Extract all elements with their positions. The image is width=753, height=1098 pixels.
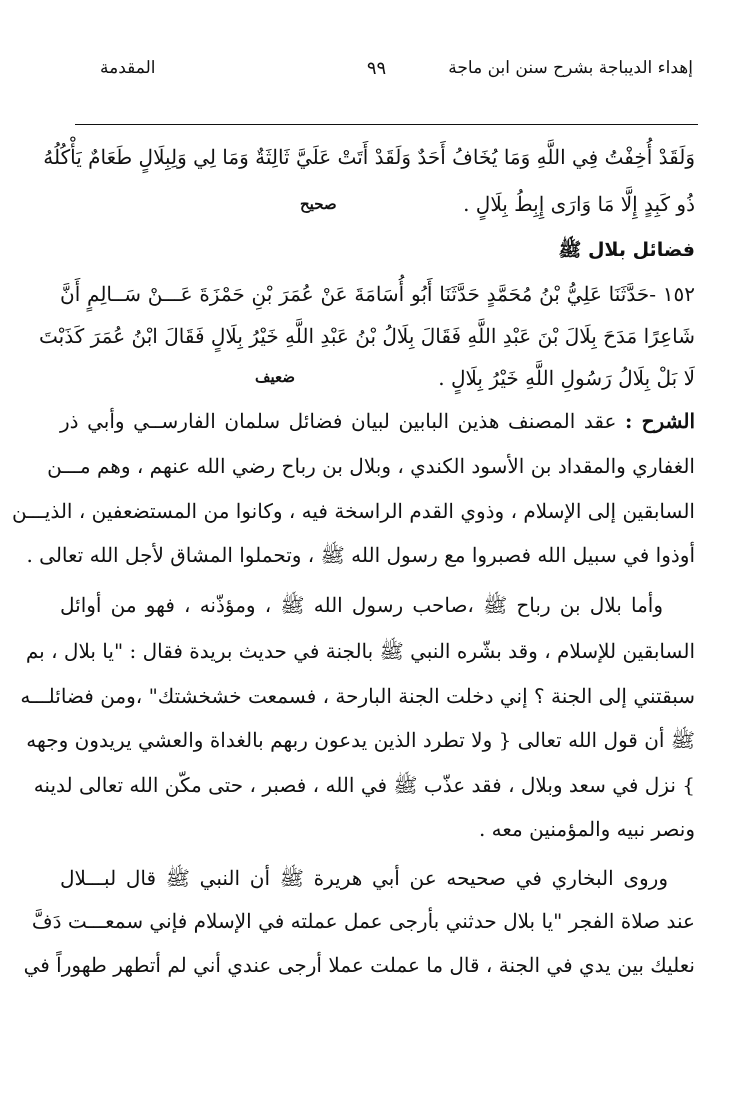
hadith-grade: صحيح [300,195,337,213]
commentary-line: سبقتني إلى الجنة ؟ إني دخلت الجنة البارحة ، فسمعت خشخشتك" ،ومن فضائلـــه [20,684,695,708]
commentary-line: وروى البخاري في صحيحه عن أبي هريرة ﷺ أن النبي ﷺ قال لبـــلال [60,866,668,890]
commentary-line: السابقين إلى الإسلام ، وذوي القدم الراسخة فيه ، وكانوا من المستضعفين ، الذيـــن [11,499,695,523]
commentary-line: نعليك بين يدي في الجنة ، قال ما عملت عملا أرجى عندي أني لم أتطهر طهوراً في [23,953,695,977]
hadith-text-line: ذُو كَبِدٍ إِلَّا مَا وَارَى إِبِطُ بِلَالٍ . [463,192,695,216]
commentary-line [60,406,695,436]
section-title: المقدمة [100,58,156,78]
hadith-text-line: شَاعِرًا مَدَحَ بِلَالَ بْنَ عَبْدِ اللَّهِ فَقَالَ بِلَالُ بْنُ عَبْدِ اللَّهِ خَيْرُ بِلَالٍ فَقَالَ ابْنُ عُمَرَ كَذَبْتَ [39,324,695,348]
hadith-grade: ضعيف [255,368,296,386]
header-rule [75,124,698,125]
book-title: إهداء الديباجة بشرح سنن ابن ماجة [448,58,693,78]
commentary-line: السابقين للإسلام ، وقد بشّره النبي ﷺ بالجنة في حديث بريدة فقال : "يا بلال ، بم [25,639,695,663]
commentary-line: وأما بلال بن رباح ﷺ ،صاحب رسول الله ﷺ ، ومؤذّنه ، فهو من أوائل [60,593,663,617]
hadith-text-line: ١٥٢ -حَدَّثَنَا عَلِيُّ بْنُ مُحَمَّدٍ حَدَّثَنَا أَبُو أُسَامَةَ عَنْ عُمَرَ بْنِ حَمْزَةَ عَـــنْ سَــالِمٍ أَنَّ [60,282,695,306]
commentary-line: } نزل في سعد وبلال ، فقد عذّب ﷺ في الله ، فصبر ، حتى مكّن الله تعالى لدينه [33,773,695,797]
commentary-line: ﷺ أن قول الله تعالى { ولا تطرد الذين يدعون ربهم بالغداة والعشي يريدون وجهه [26,728,695,752]
chapter-heading: فضائل بلال ﷺ [558,239,695,261]
hadith-text-line: وَلَقَدْ أُخِفْتُ فِي اللَّهِ وَمَا يُخَافُ أَحَدٌ وَلَقَدْ أَتَتْ عَلَيَّ ثَالِثَةٌ وَمَا لِي وَلِبِلَالٍ طَعَامٌ يَأْكُلُهُ [43,145,695,169]
hadith-text-line: لَا بَلْ بِلَالُ رَسُولِ اللَّهِ خَيْرُ بِلَالٍ . [438,366,695,390]
commentary-line: عند صلاة الفجر "يا بلال حدثني بأرجى عمل عملته في الإسلام فإني سمعـــت دَفَّ [31,909,695,933]
commentary-line: أوذوا في سبيل الله فصبروا مع رسول الله ﷺ ، وتحملوا المشاق لأجل الله تعالى . [26,543,695,567]
page-header [60,58,693,88]
commentary-label: الشرح : [625,409,696,433]
page-number: ٩٩ [366,58,387,79]
commentary-text: عقد المصنف هذين البابين لبيان فضائل سلمان الفارســي وأبي ذر [60,409,617,433]
commentary-line: الغفاري والمقداد بن الأسود الكندي ، وبلال بن رباح رضي الله عنهم ، وهم مـــن [47,454,695,478]
commentary-line: ونصر نبيه والمؤمنين معه . [478,817,695,841]
